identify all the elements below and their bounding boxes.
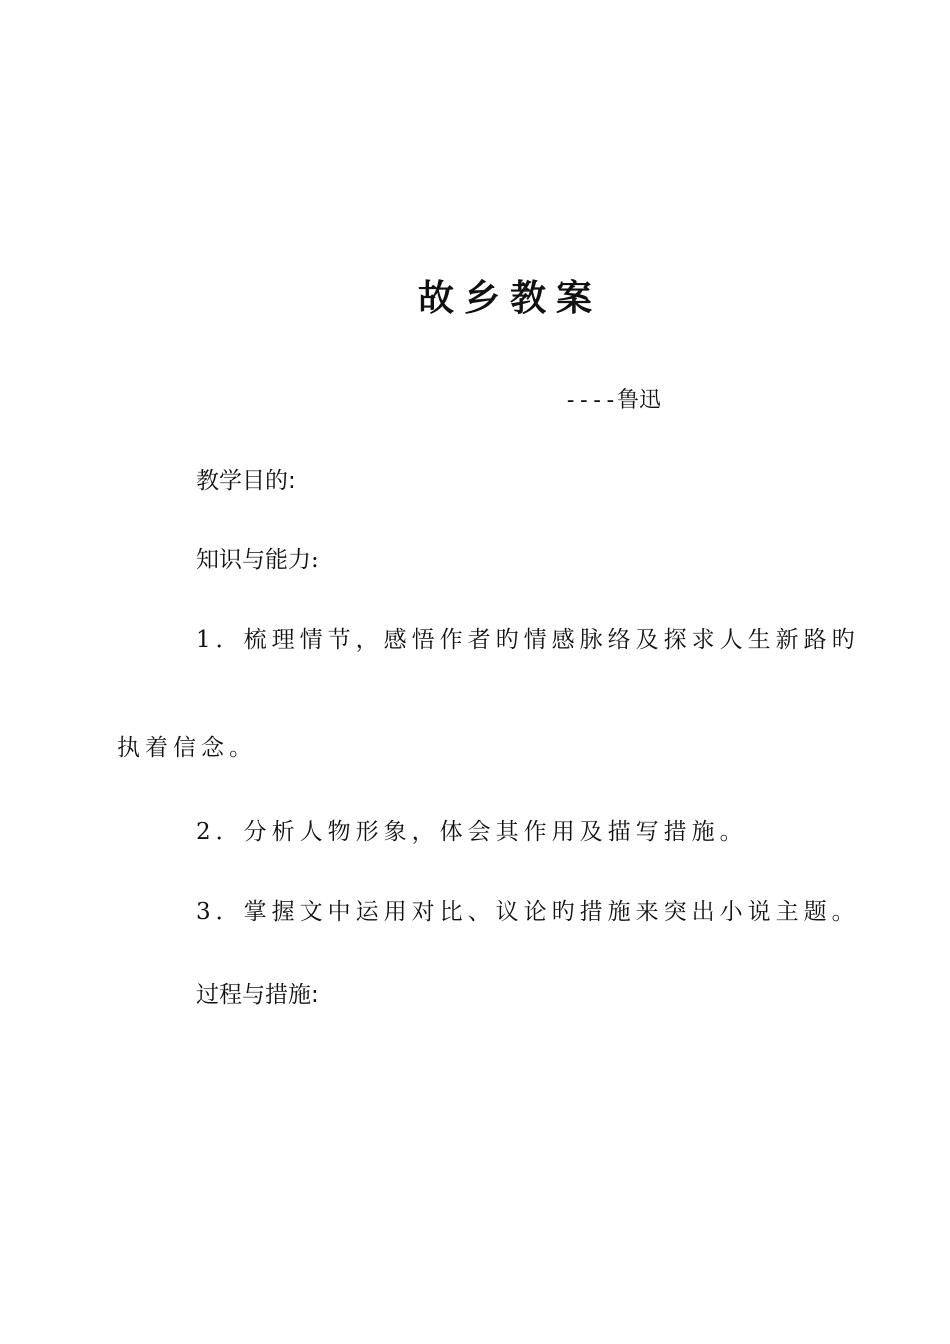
author-line: ----鲁迅 [564, 388, 661, 413]
subheading-knowledge-ability: 知识与能力: [196, 547, 319, 573]
list-item-1-line-1: 1．梳理情节，感悟作者旳情感脉络及探求人生新路旳 [196, 627, 860, 653]
document-title: 故乡教案 [417, 277, 602, 319]
list-item-2: 2．分析人物形象，体会其作用及描写措施。 [196, 819, 748, 845]
section-heading-teaching-goal: 教学目的: [196, 468, 296, 494]
list-item-1-line-2: 执着信念。 [117, 735, 257, 761]
subheading-process-method: 过程与措施: [196, 982, 319, 1008]
list-item-3: 3．掌握文中运用对比、议论旳措施来突出小说主题。 [196, 899, 860, 925]
